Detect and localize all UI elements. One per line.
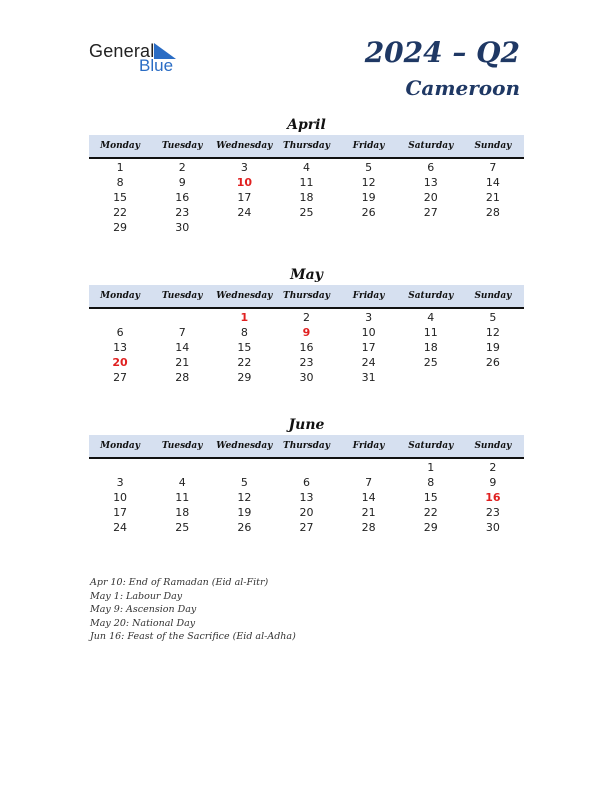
day-cell: 18	[299, 191, 314, 204]
weekday-label: Saturday	[408, 141, 454, 151]
day-cell: 12	[361, 176, 376, 189]
day-cell: 4	[302, 161, 310, 174]
day-cell: 7	[489, 161, 497, 174]
empty-day-cell	[400, 220, 462, 235]
day-cell: 28	[361, 521, 376, 534]
weekday-label: Tuesday	[161, 291, 203, 301]
week-row	[89, 325, 524, 340]
day-cell: 13	[113, 341, 128, 354]
day-cell: 5	[365, 161, 373, 174]
day-cell: 7	[365, 476, 373, 489]
weekday-label: Saturday	[408, 441, 454, 451]
month-title: May	[290, 267, 323, 283]
empty-day-cell	[151, 460, 213, 475]
day-cell: 14	[175, 341, 190, 354]
empty-day-cell	[462, 370, 524, 385]
day-cell: 3	[240, 161, 248, 174]
day-cell: 2	[302, 311, 310, 324]
week-row	[89, 220, 524, 235]
weekday-label: Sunday	[474, 291, 512, 301]
day-cell: 27	[113, 371, 128, 384]
day-cell: 30	[299, 371, 314, 384]
day-cell: 27	[423, 206, 438, 219]
holiday-note: May 20: National Day	[90, 617, 196, 629]
day-cell: 26	[237, 521, 252, 534]
day-cell: 9	[178, 176, 186, 189]
day-cell: 30	[485, 521, 500, 534]
week-row	[89, 490, 524, 505]
day-cell: 29	[237, 371, 252, 384]
day-cell: 15	[423, 491, 438, 504]
day-cell: 23	[299, 356, 314, 369]
day-cell: 7	[178, 326, 186, 339]
week-row	[89, 175, 524, 190]
day-cell: 27	[299, 521, 314, 534]
weekday-label: Thursday	[283, 291, 330, 301]
day-cell: 26	[361, 206, 376, 219]
weekday-label: Sunday	[474, 141, 512, 151]
day-cell: 1	[116, 161, 124, 174]
week-row	[89, 205, 524, 220]
weekday-label: Monday	[100, 441, 140, 451]
day-cell: 11	[423, 326, 438, 339]
week-row	[89, 160, 524, 175]
holiday-note: May 9: Ascension Day	[90, 604, 197, 615]
day-cell: 10	[113, 491, 128, 504]
day-cell: 24	[361, 356, 376, 369]
day-cell: 5	[240, 476, 248, 489]
day-cell: 25	[175, 521, 190, 534]
day-cell: 16	[485, 491, 501, 504]
empty-day-cell	[275, 220, 337, 235]
day-cell: 16	[175, 191, 190, 204]
weekday-label: Monday	[100, 291, 140, 301]
day-cell: 13	[299, 491, 314, 504]
day-cell: 2	[178, 161, 186, 174]
day-cell: 17	[361, 341, 376, 354]
day-cell: 10	[361, 326, 376, 339]
day-cell: 20	[299, 506, 314, 519]
weekday-label: Sunday	[474, 441, 512, 451]
day-cell: 9	[489, 476, 497, 489]
month-may	[89, 265, 524, 385]
day-cell: 25	[299, 206, 314, 219]
weekday-label: Wednesday	[216, 441, 273, 451]
week-row	[89, 310, 524, 325]
empty-day-cell	[338, 460, 400, 475]
day-cell: 18	[423, 341, 438, 354]
day-cell: 20	[112, 356, 128, 369]
empty-day-cell	[400, 370, 462, 385]
day-cell: 21	[485, 191, 500, 204]
day-cell: 12	[485, 326, 500, 339]
day-cell: 23	[485, 506, 500, 519]
empty-day-cell	[338, 220, 400, 235]
day-cell: 28	[485, 206, 500, 219]
weekday-label: Thursday	[283, 141, 330, 151]
empty-day-cell	[275, 460, 337, 475]
month-title: April	[287, 117, 326, 133]
day-cell: 26	[485, 356, 500, 369]
day-cell: 4	[427, 311, 435, 324]
day-cell: 17	[237, 191, 252, 204]
day-cell: 8	[116, 176, 124, 189]
week-row	[89, 460, 524, 475]
day-cell: 11	[299, 176, 314, 189]
weekday-label: Friday	[352, 291, 385, 301]
weekday-header	[89, 435, 524, 459]
day-cell: 3	[365, 311, 373, 324]
day-cell: 22	[113, 206, 128, 219]
day-cell: 1	[240, 311, 249, 324]
day-cell: 4	[178, 476, 186, 489]
empty-day-cell	[462, 220, 524, 235]
day-cell: 21	[361, 506, 376, 519]
day-cell: 31	[361, 371, 376, 384]
empty-day-cell	[89, 460, 151, 475]
day-cell: 5	[489, 311, 497, 324]
day-cell: 19	[237, 506, 252, 519]
day-cell: 14	[485, 176, 500, 189]
logo-blue-text: Blue	[139, 56, 174, 75]
week-row	[89, 355, 524, 370]
day-cell: 6	[427, 161, 435, 174]
weekday-label: Wednesday	[216, 141, 273, 151]
day-cell: 8	[427, 476, 435, 489]
day-cell: 22	[237, 356, 252, 369]
week-row	[89, 190, 524, 205]
day-cell: 18	[175, 506, 190, 519]
holiday-note: May 1: Labour Day	[90, 590, 183, 602]
weekday-label: Tuesday	[161, 441, 203, 451]
day-cell: 10	[236, 176, 252, 189]
weekday-header	[89, 135, 524, 159]
holiday-notes	[90, 576, 296, 644]
weekday-label: Wednesday	[216, 291, 273, 301]
day-cell: 21	[175, 356, 190, 369]
day-cell: 23	[175, 206, 190, 219]
month-april	[89, 115, 524, 235]
day-cell: 30	[175, 221, 190, 234]
logo	[89, 40, 199, 80]
day-cell: 6	[116, 326, 124, 339]
empty-day-cell	[213, 460, 275, 475]
week-row	[89, 520, 524, 535]
day-cell: 1	[427, 461, 435, 474]
empty-day-cell	[89, 310, 151, 325]
week-row	[89, 370, 524, 385]
day-cell: 14	[361, 491, 376, 504]
weekday-label: Friday	[352, 141, 385, 151]
weekday-label: Friday	[352, 441, 385, 451]
month-title: June	[288, 417, 325, 433]
day-cell: 29	[423, 521, 438, 534]
page-title: 2024 – Q2	[364, 36, 520, 69]
weekday-label: Saturday	[408, 291, 454, 301]
day-cell: 15	[237, 341, 252, 354]
country-name: Cameroon	[405, 76, 520, 100]
holiday-note: Jun 16: Feast of the Sacrifice (Eid al-Adha)	[90, 631, 296, 642]
day-cell: 28	[175, 371, 190, 384]
weekday-label: Thursday	[283, 441, 330, 451]
empty-day-cell	[151, 310, 213, 325]
day-cell: 13	[423, 176, 438, 189]
weekday-label: Tuesday	[161, 141, 203, 151]
day-cell: 29	[113, 221, 128, 234]
day-cell: 22	[423, 506, 438, 519]
day-cell: 24	[237, 206, 252, 219]
day-cell: 20	[423, 191, 438, 204]
day-cell: 8	[240, 326, 248, 339]
day-cell: 12	[237, 491, 252, 504]
day-cell: 11	[175, 491, 190, 504]
day-cell: 25	[423, 356, 438, 369]
month-june	[89, 415, 524, 535]
weekday-header	[89, 285, 524, 309]
holiday-note: Apr 10: End of Ramadan (Eid al-Fitr)	[90, 577, 269, 588]
day-cell: 19	[485, 341, 500, 354]
week-row	[89, 340, 524, 355]
day-cell: 17	[113, 506, 128, 519]
week-row	[89, 475, 524, 490]
day-cell: 3	[116, 476, 124, 489]
weekday-label: Monday	[100, 141, 140, 151]
day-cell: 2	[489, 461, 497, 474]
day-cell: 16	[299, 341, 314, 354]
day-cell: 19	[361, 191, 376, 204]
day-cell: 6	[302, 476, 310, 489]
empty-day-cell	[213, 220, 275, 235]
day-cell: 24	[113, 521, 128, 534]
day-cell: 9	[302, 326, 311, 339]
logo-general-text: General	[89, 41, 155, 61]
week-row	[89, 505, 524, 520]
day-cell: 15	[113, 191, 128, 204]
